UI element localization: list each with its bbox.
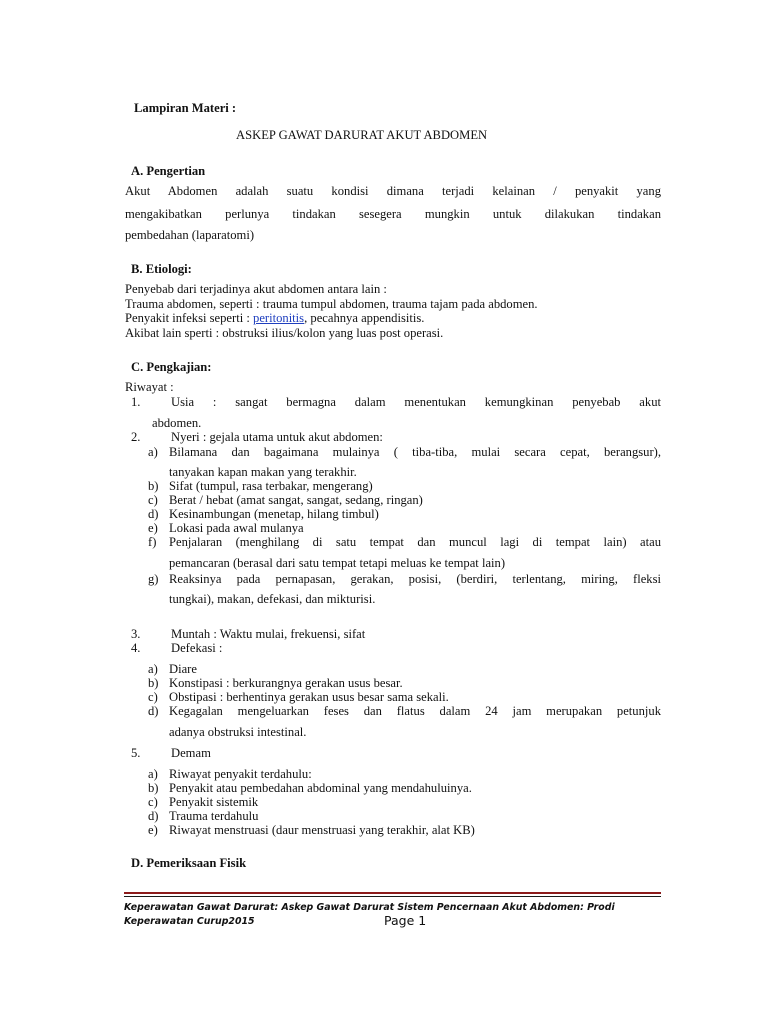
- list-item: Penyakit sistemik: [169, 795, 259, 809]
- section-b-line: Penyebab dari terjadinya akut abdomen antara lain :: [125, 282, 387, 296]
- item-1-text-cont: abdomen.: [152, 416, 202, 430]
- item-number: 1.: [131, 395, 141, 409]
- list-letter: a): [148, 767, 158, 781]
- list-letter: d): [148, 704, 159, 718]
- list-item: Kesinambungan (menetap, hilang timbul): [169, 507, 379, 521]
- footer-text: Keperawatan Curup2015: [124, 916, 255, 927]
- section-a-heading: A. Pengertian: [131, 164, 206, 178]
- item-number: 2.: [131, 430, 141, 444]
- section-d-heading: D. Pemeriksaan Fisik: [131, 856, 247, 870]
- list-item: Lokasi pada awal mulanya: [169, 521, 304, 535]
- list-letter: a): [148, 445, 158, 459]
- list-item: Trauma terdahulu: [169, 809, 259, 823]
- list-letter: a): [148, 662, 158, 676]
- list-item: Bilamana dan bagaimana mulainya ( tiba-tiba, mulai secara cepat, berangsur),: [169, 445, 661, 459]
- footer-rule-accent: [124, 892, 661, 894]
- item-2-text: Nyeri : gejala utama untuk akut abdomen:: [171, 430, 383, 444]
- list-letter: f): [148, 535, 157, 549]
- list-item: Obstipasi : berhentinya gerakan usus besar sama sekali.: [169, 690, 449, 704]
- section-a-line: Akut Abdomen adalah suatu kondisi dimana terjadi kelainan / penyakit yang: [125, 184, 661, 198]
- lampiran-label: Lampiran Materi :: [134, 101, 237, 115]
- list-item: Riwayat menstruasi (daur menstruasi yang terakhir, alat KB): [169, 823, 475, 837]
- section-a-line: pembedahan (laparatomi): [125, 228, 255, 242]
- section-b-line: [125, 311, 424, 326]
- section-a-line: mengakibatkan perlunya tindakan sesegera mungkin untuk dilakukan tindakan: [125, 207, 661, 221]
- list-item: Diare: [169, 662, 197, 676]
- section-b-line-post: , pecahnya appendisitis.: [304, 311, 425, 325]
- list-letter: b): [148, 479, 159, 493]
- list-item: Riwayat penyakit terdahulu:: [169, 767, 312, 781]
- list-item-cont: tanyakan kapan makan yang terakhir.: [169, 465, 357, 479]
- page-number: Page 1: [384, 913, 427, 928]
- item-number: 4.: [131, 641, 141, 655]
- list-letter: b): [148, 676, 159, 690]
- item-number: 5.: [131, 746, 141, 760]
- list-item: Penjalaran (menghilang di satu tempat dan muncul lagi di tempat lain) atau: [169, 535, 661, 549]
- item-number: 3.: [131, 627, 141, 641]
- list-item: Konstipasi : berkurangnya gerakan usus besar.: [169, 676, 403, 690]
- document-title: ASKEP GAWAT DARURAT AKUT ABDOMEN: [236, 128, 488, 142]
- list-letter: e): [148, 823, 158, 837]
- list-letter: c): [148, 493, 158, 507]
- list-item-cont: adanya obstruksi intestinal.: [169, 725, 307, 739]
- riwayat-label: Riwayat :: [125, 380, 174, 394]
- list-letter: c): [148, 795, 158, 809]
- list-letter: c): [148, 690, 158, 704]
- list-item: Reaksinya pada pernapasan, gerakan, posisi, (berdiri, terlentang, miring, fleksi: [169, 572, 661, 586]
- list-item: Berat / hebat (amat sangat, sangat, sedang, ringan): [169, 493, 423, 507]
- item-4-text: Defekasi :: [171, 641, 223, 655]
- list-letter: e): [148, 521, 158, 535]
- item-1-text: Usia : sangat bermagna dalam menentukan kemungkinan penyebab akut: [171, 395, 661, 409]
- list-letter: d): [148, 507, 159, 521]
- item-3-text: Muntah : Waktu mulai, frekuensi, sifat: [171, 627, 366, 641]
- list-letter: d): [148, 809, 159, 823]
- section-b-line: Akibat lain sperti : obstruksi ilius/kolon yang luas post operasi.: [125, 326, 444, 340]
- section-c-heading: C. Pengkajian:: [131, 360, 212, 374]
- list-item: Penyakit atau pembedahan abdominal yang mendahuluinya.: [169, 781, 472, 795]
- list-letter: g): [148, 572, 159, 586]
- list-item-cont: tungkai), makan, defekasi, dan mikturisi.: [169, 592, 376, 606]
- list-item: Sifat (tumpul, rasa terbakar, mengerang): [169, 479, 373, 493]
- list-item: Kegagalan mengeluarkan feses dan flatus dalam 24 jam merupakan petunjuk: [169, 704, 661, 718]
- footer-rule: [124, 896, 661, 897]
- list-item-cont: pemancaran (berasal dari satu tempat tetapi meluas ke tempat lain): [169, 556, 506, 570]
- section-b-heading: B. Etiologi:: [131, 262, 192, 276]
- section-b-line: Trauma abdomen, seperti : trauma tumpul abdomen, trauma tajam pada abdomen.: [125, 297, 538, 311]
- item-5-text: Demam: [171, 746, 211, 760]
- footer-text: Keperawatan Gawat Darurat: Askep Gawat Darurat Sistem Pencernaan Akut Abdomen: Prodi: [124, 902, 615, 913]
- section-b-line-pre: Penyakit infeksi seperti :: [125, 311, 254, 325]
- list-letter: b): [148, 781, 159, 795]
- peritonitis-link[interactable]: peritonitis: [253, 311, 305, 325]
